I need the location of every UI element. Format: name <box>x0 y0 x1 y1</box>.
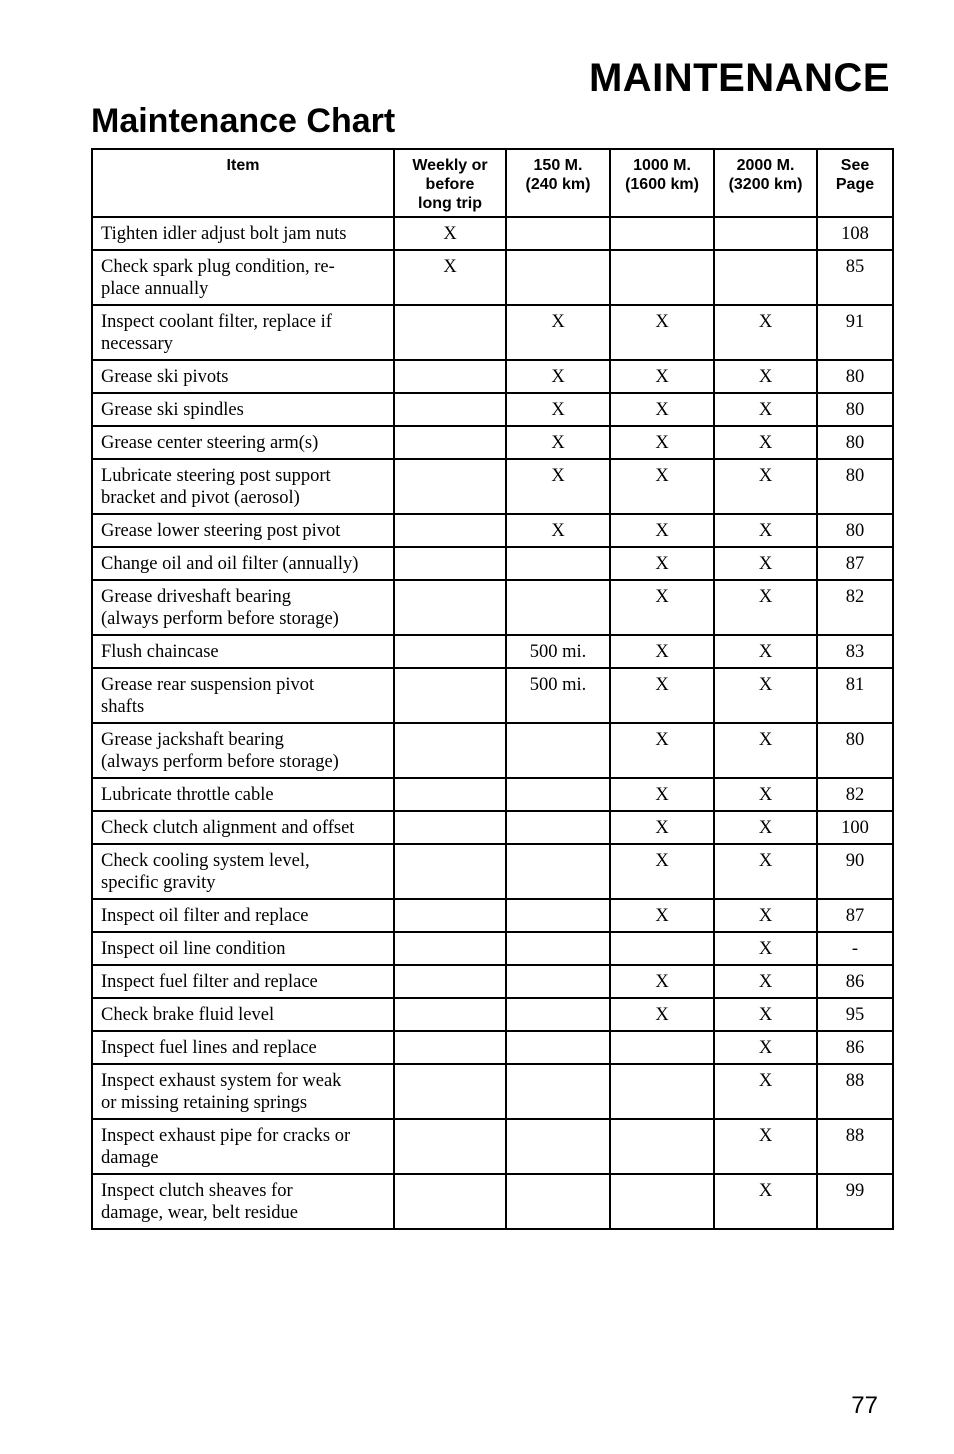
interval-cell <box>394 1064 506 1119</box>
interval-cell: X <box>610 811 714 844</box>
item-cell: Inspect coolant filter, replace if necessary <box>92 305 394 360</box>
interval-cell <box>394 426 506 459</box>
column-header-line: 2000 M. <box>736 157 795 174</box>
interval-cell <box>394 932 506 965</box>
column-header-line: 150 M. <box>533 157 583 174</box>
interval-cell <box>394 998 506 1031</box>
page-cell: 99 <box>817 1174 893 1229</box>
column-header <box>714 149 817 217</box>
interval-cell: X <box>714 998 817 1031</box>
table-row <box>92 932 893 965</box>
table-row <box>92 811 893 844</box>
page-cell: 86 <box>817 965 893 998</box>
interval-cell <box>394 965 506 998</box>
interval-cell <box>394 514 506 547</box>
interval-cell: X <box>506 459 610 514</box>
interval-cell: X <box>714 811 817 844</box>
page-cell: 90 <box>817 844 893 899</box>
interval-cell <box>610 217 714 250</box>
interval-cell: X <box>610 580 714 635</box>
interval-cell: X <box>610 965 714 998</box>
column-header-line: See <box>840 157 870 174</box>
table-row <box>92 459 893 514</box>
interval-cell: X <box>714 932 817 965</box>
maintenance-table <box>91 148 894 1230</box>
interval-cell: X <box>610 393 714 426</box>
table-row <box>92 547 893 580</box>
column-header <box>610 149 714 217</box>
interval-cell: 500 mi. <box>506 668 610 723</box>
item-cell: Grease lower steering post pivot <box>92 514 394 547</box>
interval-cell <box>394 1119 506 1174</box>
table-row <box>92 250 893 305</box>
page-cell: 87 <box>817 547 893 580</box>
item-cell: Lubricate steering post support bracket and pivot (aerosol) <box>92 459 394 514</box>
item-cell: Grease center steering arm(s) <box>92 426 394 459</box>
item-cell: Grease ski spindles <box>92 393 394 426</box>
interval-cell <box>506 250 610 305</box>
table-row <box>92 1064 893 1119</box>
table-row <box>92 1119 893 1174</box>
table-row <box>92 514 893 547</box>
section-title: MAINTENANCE <box>588 56 890 100</box>
table-row <box>92 305 893 360</box>
interval-cell: X <box>610 899 714 932</box>
interval-cell: X <box>714 723 817 778</box>
page-cell: 86 <box>817 1031 893 1064</box>
interval-cell <box>610 1031 714 1064</box>
interval-cell <box>610 1174 714 1229</box>
column-header-line: (1600 km) <box>625 176 699 193</box>
interval-cell <box>506 899 610 932</box>
page-cell: 83 <box>817 635 893 668</box>
page-cell: 80 <box>817 426 893 459</box>
interval-cell: X <box>610 426 714 459</box>
column-header <box>92 149 394 217</box>
interval-cell <box>394 360 506 393</box>
page-number: 77 <box>851 1392 878 1419</box>
interval-cell: X <box>714 965 817 998</box>
table-row <box>92 1174 893 1229</box>
page-cell: 81 <box>817 668 893 723</box>
interval-cell: X <box>714 514 817 547</box>
interval-cell <box>506 723 610 778</box>
column-header-line: Weekly or <box>412 157 488 174</box>
table-row <box>92 393 893 426</box>
page-cell: 80 <box>817 393 893 426</box>
item-cell: Inspect clutch sheaves for damage, wear, belt residue <box>92 1174 394 1229</box>
interval-cell: X <box>610 998 714 1031</box>
page-cell: 80 <box>817 723 893 778</box>
interval-cell <box>394 668 506 723</box>
interval-cell <box>506 811 610 844</box>
page-cell: 82 <box>817 778 893 811</box>
interval-cell <box>506 844 610 899</box>
interval-cell: X <box>714 305 817 360</box>
item-cell: Check brake fluid level <box>92 998 394 1031</box>
item-cell: Tighten idler adjust bolt jam nuts <box>92 217 394 250</box>
interval-cell <box>714 217 817 250</box>
table-row <box>92 844 893 899</box>
interval-cell: X <box>610 360 714 393</box>
column-header-line: Item <box>226 157 260 174</box>
table-row <box>92 360 893 393</box>
interval-cell <box>394 899 506 932</box>
page-cell: - <box>817 932 893 965</box>
interval-cell: X <box>714 778 817 811</box>
item-cell: Check spark plug condition, re- place annually <box>92 250 394 305</box>
interval-cell <box>506 217 610 250</box>
item-cell: Check cooling system level, specific gravity <box>92 844 394 899</box>
interval-cell <box>506 580 610 635</box>
interval-cell: X <box>714 844 817 899</box>
item-cell: Inspect fuel filter and replace <box>92 965 394 998</box>
column-header-line: long trip <box>418 195 482 212</box>
interval-cell <box>394 811 506 844</box>
interval-cell <box>394 580 506 635</box>
interval-cell: X <box>714 459 817 514</box>
column-header-line: (240 km) <box>525 176 591 193</box>
item-cell: Grease rear suspension pivot shafts <box>92 668 394 723</box>
page-cell: 108 <box>817 217 893 250</box>
table-row <box>92 426 893 459</box>
interval-cell: X <box>714 360 817 393</box>
interval-cell: X <box>610 514 714 547</box>
interval-cell: X <box>610 459 714 514</box>
item-cell: Grease ski pivots <box>92 360 394 393</box>
chart-title: Maintenance Chart <box>91 102 396 140</box>
interval-cell <box>394 393 506 426</box>
column-header <box>817 149 893 217</box>
interval-cell: X <box>714 393 817 426</box>
table-row <box>92 668 893 723</box>
table-header-row <box>92 149 893 217</box>
interval-cell: X <box>714 1031 817 1064</box>
page-cell: 80 <box>817 459 893 514</box>
item-cell: Grease driveshaft bearing (always perform before storage) <box>92 580 394 635</box>
interval-cell: X <box>714 547 817 580</box>
column-header-line: (3200 km) <box>728 176 803 193</box>
interval-cell <box>394 459 506 514</box>
page-cell: 85 <box>817 250 893 305</box>
interval-cell: X <box>610 547 714 580</box>
item-cell: Change oil and oil filter (annually) <box>92 547 394 580</box>
column-header-line: before <box>425 176 475 193</box>
page-cell: 88 <box>817 1064 893 1119</box>
table-row <box>92 723 893 778</box>
column-header-line: Page <box>835 176 875 193</box>
page-cell: 87 <box>817 899 893 932</box>
interval-cell <box>394 635 506 668</box>
interval-cell <box>506 932 610 965</box>
interval-cell <box>394 547 506 580</box>
interval-cell: X <box>610 305 714 360</box>
interval-cell <box>506 778 610 811</box>
table-row <box>92 635 893 668</box>
table-row <box>92 1031 893 1064</box>
interval-cell <box>610 1064 714 1119</box>
item-cell: Inspect oil line condition <box>92 932 394 965</box>
page-cell: 80 <box>817 360 893 393</box>
page-cell: 91 <box>817 305 893 360</box>
interval-cell <box>506 998 610 1031</box>
item-cell: Grease jackshaft bearing (always perform before storage) <box>92 723 394 778</box>
interval-cell: X <box>506 360 610 393</box>
page-cell: 88 <box>817 1119 893 1174</box>
interval-cell: X <box>394 217 506 250</box>
item-cell: Inspect fuel lines and replace <box>92 1031 394 1064</box>
column-header <box>506 149 610 217</box>
interval-cell: 500 mi. <box>506 635 610 668</box>
item-cell: Check clutch alignment and offset <box>92 811 394 844</box>
interval-cell: X <box>714 580 817 635</box>
interval-cell <box>506 1064 610 1119</box>
interval-cell: X <box>506 305 610 360</box>
interval-cell <box>714 250 817 305</box>
table-row <box>92 998 893 1031</box>
page-cell: 80 <box>817 514 893 547</box>
interval-cell: X <box>506 426 610 459</box>
interval-cell <box>394 778 506 811</box>
interval-cell <box>506 1031 610 1064</box>
table-row <box>92 899 893 932</box>
interval-cell: X <box>610 844 714 899</box>
interval-cell <box>506 547 610 580</box>
interval-cell <box>394 723 506 778</box>
table-row <box>92 965 893 998</box>
table-body <box>92 217 893 1229</box>
interval-cell: X <box>714 635 817 668</box>
interval-cell: X <box>610 723 714 778</box>
interval-cell <box>610 250 714 305</box>
interval-cell: X <box>506 393 610 426</box>
interval-cell <box>610 932 714 965</box>
table-row <box>92 778 893 811</box>
interval-cell: X <box>714 1119 817 1174</box>
item-cell: Inspect exhaust system for weak or missing retaining springs <box>92 1064 394 1119</box>
page-cell: 95 <box>817 998 893 1031</box>
interval-cell: X <box>714 426 817 459</box>
interval-cell: X <box>714 1064 817 1119</box>
interval-cell <box>394 844 506 899</box>
interval-cell <box>610 1119 714 1174</box>
interval-cell: X <box>394 250 506 305</box>
item-cell: Inspect exhaust pipe for cracks or damage <box>92 1119 394 1174</box>
page-cell: 82 <box>817 580 893 635</box>
interval-cell: X <box>610 635 714 668</box>
column-header <box>394 149 506 217</box>
interval-cell <box>394 1174 506 1229</box>
interval-cell <box>506 965 610 998</box>
interval-cell: X <box>506 514 610 547</box>
interval-cell: X <box>610 668 714 723</box>
item-cell: Flush chaincase <box>92 635 394 668</box>
interval-cell: X <box>714 668 817 723</box>
item-cell: Lubricate throttle cable <box>92 778 394 811</box>
interval-cell: X <box>610 778 714 811</box>
interval-cell: X <box>714 1174 817 1229</box>
interval-cell: X <box>714 899 817 932</box>
interval-cell <box>506 1119 610 1174</box>
table-row <box>92 580 893 635</box>
interval-cell <box>394 305 506 360</box>
page-cell: 100 <box>817 811 893 844</box>
interval-cell <box>394 1031 506 1064</box>
interval-cell <box>506 1174 610 1229</box>
table-row <box>92 217 893 250</box>
item-cell: Inspect oil filter and replace <box>92 899 394 932</box>
column-header-line: 1000 M. <box>633 157 691 174</box>
